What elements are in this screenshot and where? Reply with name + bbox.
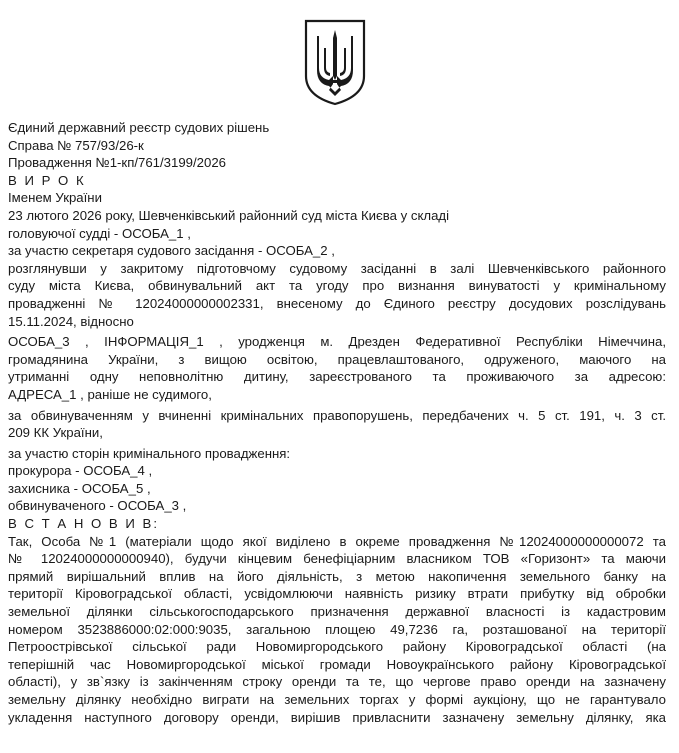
consideration-line: 15.11.2024, відносно [8,313,134,329]
established-line: Так, Особа №1 (матеріали щодо якої виділено в окреме провадження №12024000000000072 та [8,533,666,549]
established-line: Петроострівської сільської ради Новомиргородського району Кіровоградської області (на [8,639,666,655]
consideration-line: суду міста Києва, обвинувальний акт та угоду про визнання винуватості у кримінальному [8,278,666,294]
registry-title: Єдиний державний реєстр судових рішень [8,120,270,135]
court-intro-line: головуючої судді - ОСОБА_1 , [8,225,191,241]
consideration-line: розглянувши у закритому підготовчому судовому засіданні в залі Шевченківського районного [8,260,666,276]
accused-line: АДРЕСА_1 , раніше не судимого, [8,386,212,402]
established-line: прямий вирішальний вплив на його діяльність, з метою накопичення земельного банку на [8,568,666,584]
case-number: Справа № 757/93/26-к [8,137,144,153]
established-line: території Кіровоградської області, усвідомлюючи наявність ризику втрати прибутку від обробки [8,586,666,602]
coat-of-arms-emblem [303,18,367,106]
in-name-of-ukraine: Іменем України [8,190,102,206]
established-line: номером 3523886000:02:000:9035, загальною площею 49,7236 га, розташованої на території [8,621,666,637]
established-heading: В С Т А Н О В И В: [8,516,159,532]
accused-line: ОСОБА_3 , ІНФОРМАЦІЯ_1 , уродженця м. Дрезден Федеративної Республіки Німеччина, [8,334,666,350]
party-prosecutor: прокурора - ОСОБА_4 , [8,463,153,479]
party-defender: захисника - ОСОБА_5 , [8,480,151,496]
proceeding-number: Провадження №1-кп/761/3199/2026 [8,155,227,171]
accused-line: громадянина України, з вищою освітою, працевлаштованого, одруженого, маючого на [8,351,666,367]
parties-intro: за участю сторін кримінального провадження: [8,445,291,461]
established-line: земельної ділянки сільськогосподарського призначення державної власності із кадастровим [8,604,666,620]
party-accused: обвинуваченого - ОСОБА_3 , [8,498,187,514]
charge-line: 209 КК України, [8,425,103,441]
established-line: укладення наступного договору оренди, вирішив привласнити зазначену земельну ділянку, яка [8,709,666,725]
consideration-line: провадженні № 12024000000002331, внесеному до Єдиного реєстру досудових розслідувань [8,295,666,311]
accused-line: утриманні одну неповнолітню дитину, зареєстрованого та проживаючого за адресою: [8,369,666,385]
charge-line: за обвинуваченням у вчиненні кримінальних правопорушень, передбачених ч. 5 ст. 191, ч. 3 ст. [8,407,666,423]
court-intro-line: 23 лютого 2026 року, Шевченківський районний суд міста Києва у складі [8,207,450,223]
document-body [8,119,666,726]
established-line: області), у зв`язку із закінченням строку оренди та те, що чергове право оренди на зазначену [8,674,666,690]
established-line: теперішній час Новомиргородської міської громади Новоукраїнського району Кіровоградської [8,656,666,672]
established-line: № 12024000000000940), будучи кінцевим бенефіціарним власником ТОВ «Горизонт» та маючи [8,551,666,567]
verdict-title: В И Р О К [8,172,86,188]
established-line: земельну ділянку необхідно виграти на земельних торгах у формі аукціону, що не гарантувало [8,692,666,707]
court-intro-line: за участю секретаря судового засідання - ОСОБА_2 , [8,243,335,259]
